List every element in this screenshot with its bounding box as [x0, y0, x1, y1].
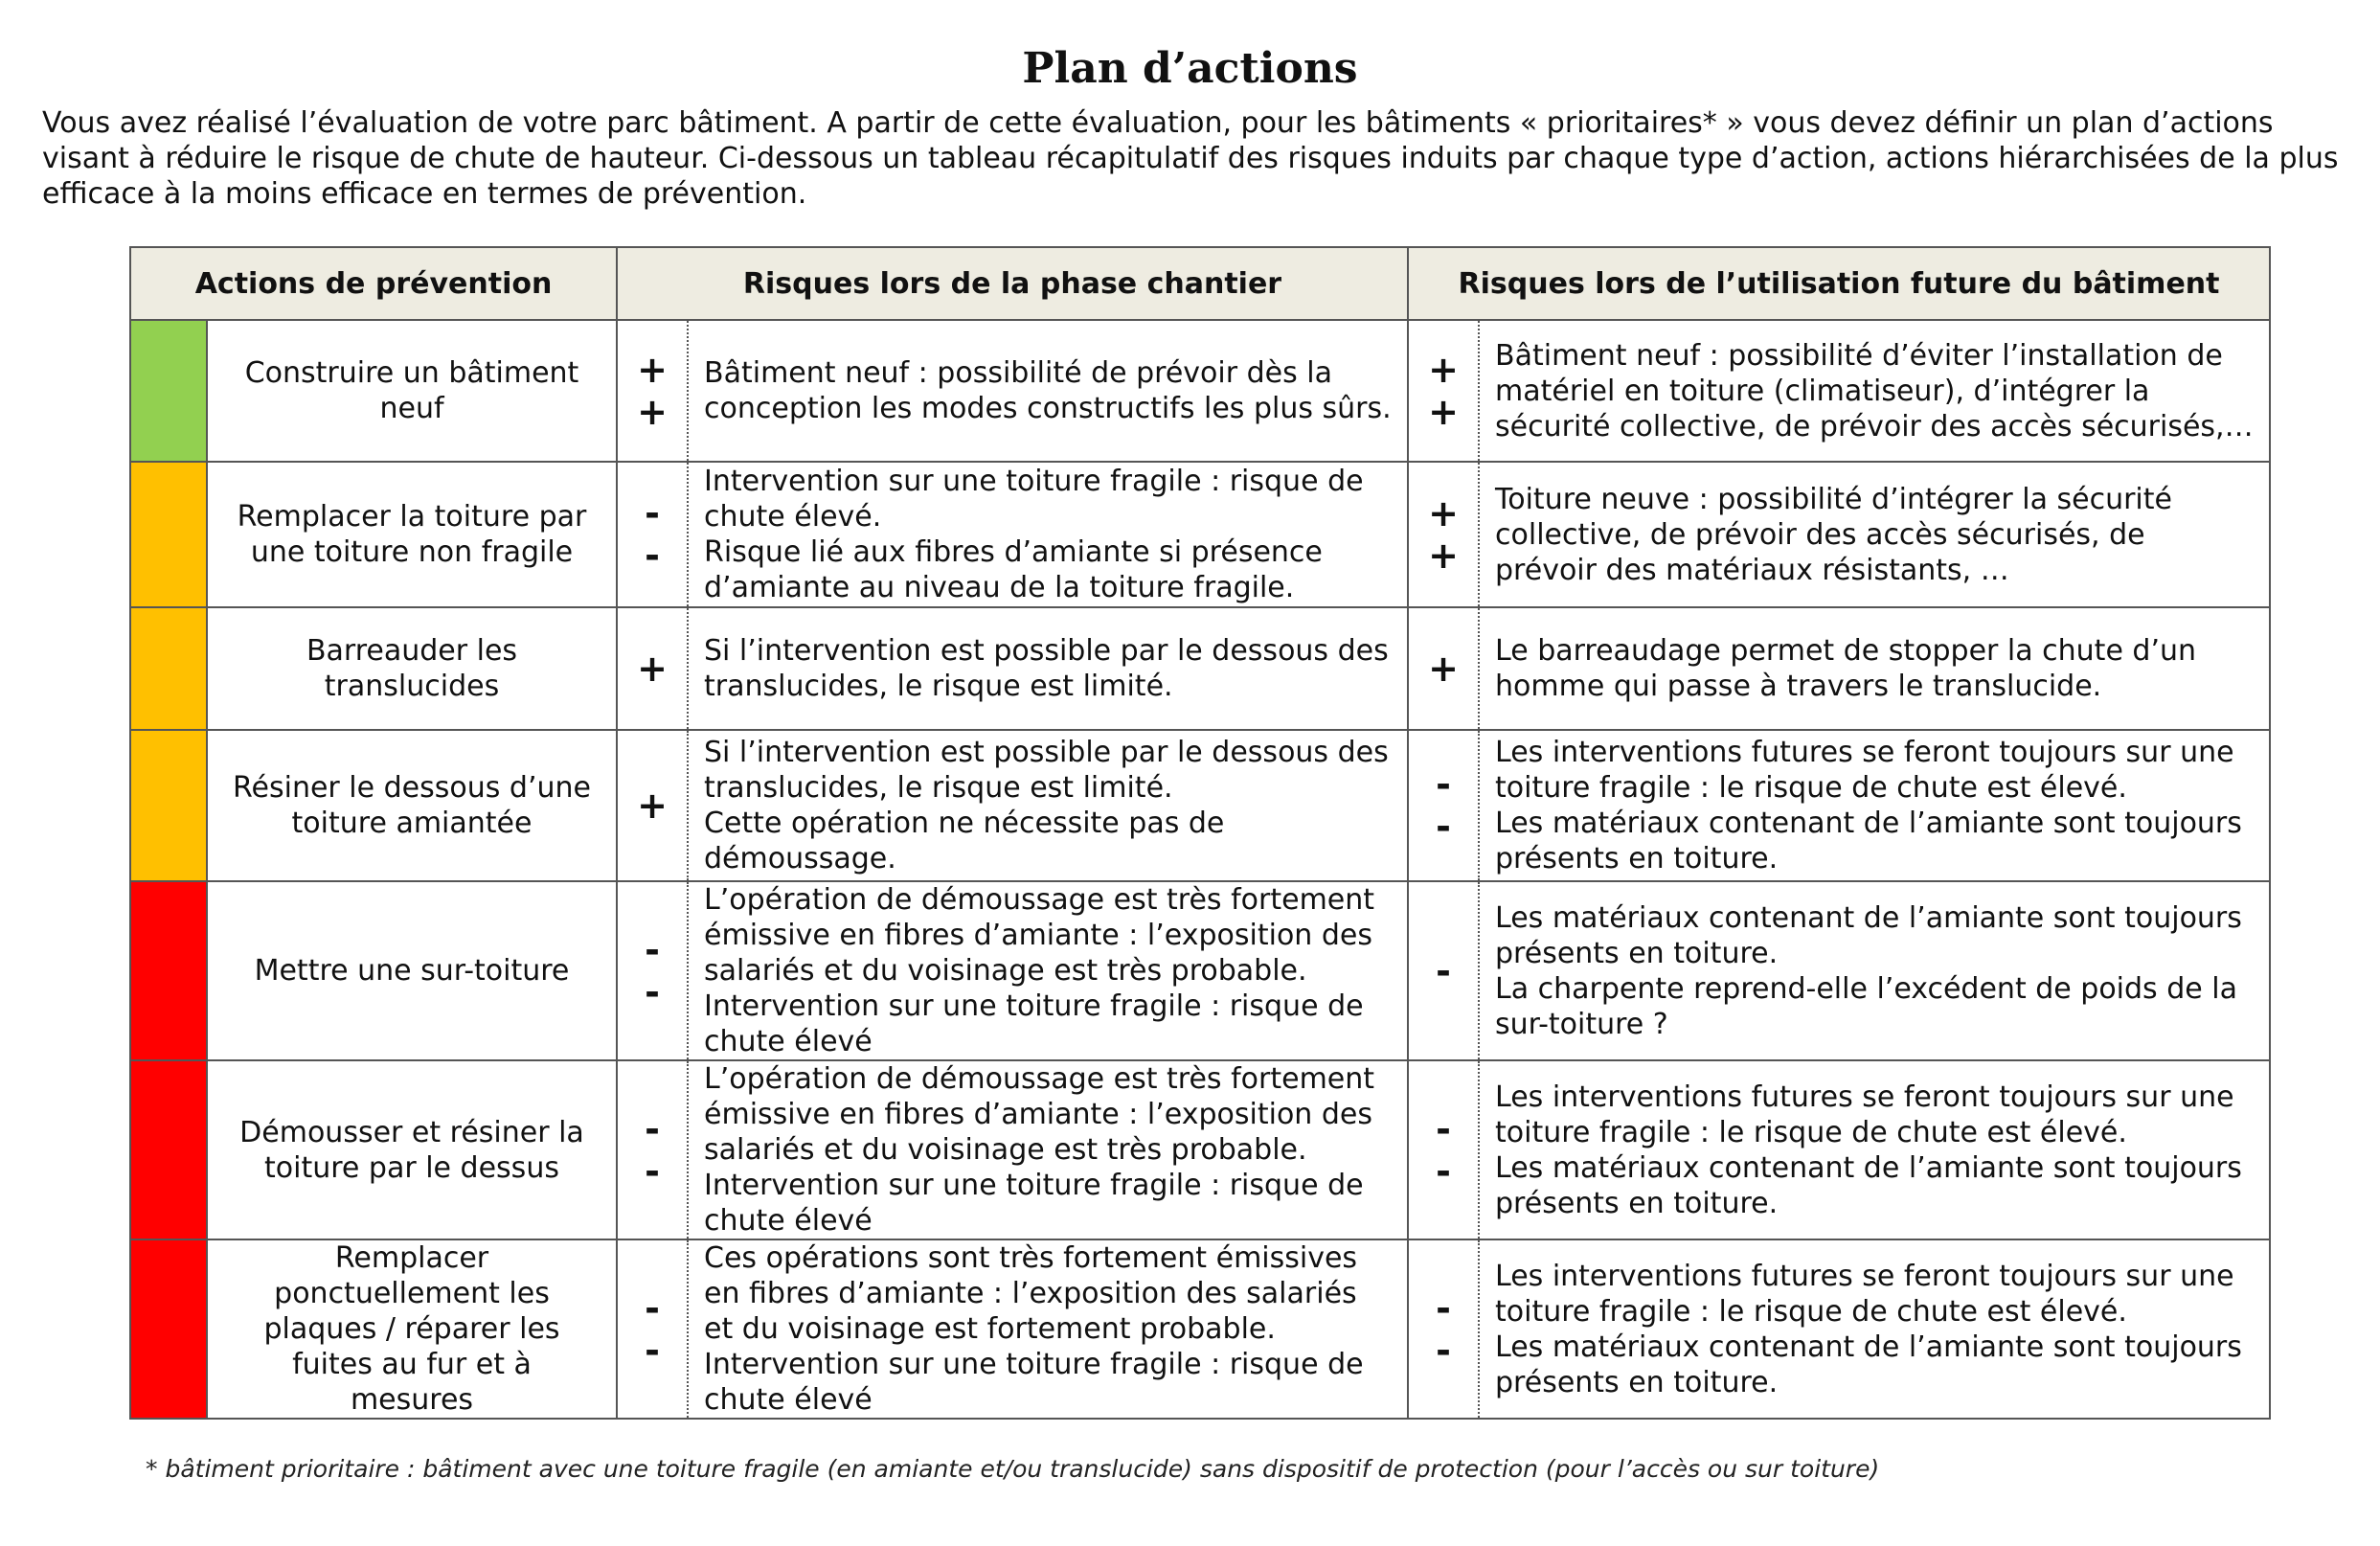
chantier-risk-sentence: L’opération de démoussage est très fortement émissive en fibres d’amiante : l’exposition des salariés et du voisinage est très probable. — [704, 883, 1375, 988]
utilisation-risk-text — [1479, 462, 2270, 607]
action-label: Démousser et résiner la toiture par le dessus — [207, 1060, 617, 1239]
chantier-sign-cell — [617, 1060, 688, 1239]
utilisation-sign-cell — [1408, 607, 1479, 730]
table-header-row — [130, 247, 2270, 320]
priority-color-swatch — [130, 730, 207, 881]
header-utilisation: Risques lors de l’utilisation future du bâtiment — [1408, 247, 2270, 320]
chantier-risk-text — [688, 462, 1408, 607]
chantier-risk-sign: + — [637, 349, 668, 391]
utilisation-risk-sign: + — [1428, 492, 1459, 534]
chantier-risk-text — [688, 730, 1408, 881]
chantier-risk-text — [688, 881, 1408, 1060]
utilisation-risk-text — [1479, 607, 2270, 730]
utilisation-risk-sentence: Les matériaux contenant de l’amiante sont toujours présents en toiture. — [1495, 1150, 2242, 1220]
chantier-risk-sign: - — [645, 1107, 660, 1150]
chantier-risk-text — [688, 607, 1408, 730]
chantier-risk-sign: + — [637, 391, 668, 433]
priority-color-swatch — [130, 881, 207, 1060]
utilisation-risk-sentence: La charpente reprend-elle l’excédent de poids de la sur-toiture ? — [1495, 971, 2237, 1041]
chantier-risk-sentence: Intervention sur une toiture fragile : risque de chute élevé. — [704, 465, 1364, 534]
chantier-sign-cell — [617, 1239, 688, 1419]
utilisation-risk-sentence: Bâtiment neuf : possibilité d’éviter l’installation de matériel en toiture (climatiseur), d’intégrer la sécurité collective, de prévoir des accès sécurisés,… — [1495, 338, 2254, 443]
chantier-risk-sentence: Si l’intervention est possible par le dessous des translucides, le risque est limité. — [704, 634, 1389, 703]
utilisation-risk-sentence: Les interventions futures se feront toujours sur une toiture fragile : le risque de chute est élevé. — [1495, 1080, 2234, 1149]
utilisation-risk-text — [1479, 1239, 2270, 1419]
header-actions: Actions de prévention — [130, 247, 617, 320]
utilisation-risk-sign: + — [1428, 534, 1459, 577]
priority-color-swatch — [130, 1239, 207, 1419]
chantier-risk-sign: - — [645, 928, 660, 971]
table-row — [130, 730, 2270, 881]
table-row — [130, 607, 2270, 730]
chantier-risk-sentence: Si l’intervention est possible par le dessous des translucides, le risque est limité. — [704, 736, 1389, 805]
table-row — [130, 881, 2270, 1060]
priority-color-swatch — [130, 462, 207, 607]
utilisation-risk-sign: - — [1436, 806, 1451, 848]
chantier-risk-text — [688, 1060, 1408, 1239]
chantier-risk-sentence: L’opération de démoussage est très fortement émissive en fibres d’amiante : l’exposition des salariés et du voisinage est très probable. — [704, 1062, 1375, 1167]
chantier-risk-sign: + — [637, 648, 668, 690]
utilisation-risk-sign: - — [1436, 949, 1451, 992]
chantier-risk-sentence: Bâtiment neuf : possibilité de prévoir dès la conception les modes constructifs les plus sûrs. — [704, 356, 1392, 425]
utilisation-risk-sign: - — [1436, 1329, 1451, 1372]
utilisation-sign-cell — [1408, 730, 1479, 881]
intro-paragraph: Vous avez réalisé l’évaluation de votre parc bâtiment. A partir de cette évaluation, pour les bâtiments « prioritaires* » vous devez définir un plan d’actions visant à réduire le risque de chute de hauteur. Ci-dessous un tableau récapitulatif des risques induits par chaque type d’action, actions hiérarchisées de la plus efficace à la moins efficace en termes de prévention. — [42, 106, 2339, 211]
utilisation-sign-cell — [1408, 881, 1479, 1060]
chantier-risk-sign: - — [645, 492, 660, 534]
table-row — [130, 462, 2270, 607]
header-chantier: Risques lors de la phase chantier — [617, 247, 1408, 320]
chantier-sign-cell — [617, 607, 688, 730]
utilisation-risk-sentence: Les matériaux contenant de l’amiante sont toujours présents en toiture. — [1495, 900, 2242, 970]
action-label: Remplacer ponctuellement les plaques / réparer les fuites au fur et à mesures — [207, 1239, 617, 1419]
chantier-sign-cell — [617, 462, 688, 607]
action-label: Mettre une sur-toiture — [207, 881, 617, 1060]
utilisation-risk-sign: - — [1436, 1286, 1451, 1330]
utilisation-risk-text — [1479, 1060, 2270, 1239]
utilisation-risk-text — [1479, 881, 2270, 1060]
utilisation-risk-sentence: Le barreaudage permet de stopper la chute d’un homme qui passe à travers le translucide. — [1495, 634, 2197, 703]
table-row — [130, 1239, 2270, 1419]
actions-table — [129, 246, 2271, 1420]
utilisation-risk-sign: - — [1436, 1149, 1451, 1193]
action-label: Barreauder les translucides — [207, 607, 617, 730]
priority-color-swatch — [130, 1060, 207, 1239]
utilisation-risk-sign: - — [1436, 1107, 1451, 1150]
utilisation-risk-text — [1479, 320, 2270, 462]
chantier-risk-sentence: Intervention sur une toiture fragile : risque de chute élevé — [704, 1169, 1364, 1238]
utilisation-risk-sign: - — [1436, 763, 1451, 806]
chantier-risk-text — [688, 1239, 1408, 1419]
chantier-risk-sign: + — [637, 784, 668, 827]
chantier-risk-sentence: Intervention sur une toiture fragile : risque de chute élevé — [704, 989, 1364, 1058]
page-title: Plan d’actions — [1022, 44, 1358, 93]
chantier-risk-sentence: Risque lié aux fibres d’amiante si présence d’amiante au niveau de la toiture fragile. — [704, 535, 1323, 604]
priority-color-swatch — [130, 607, 207, 730]
utilisation-risk-sentence: Les interventions futures se feront toujours sur une toiture fragile : le risque de chute est élevé. — [1495, 736, 2234, 805]
chantier-sign-cell — [617, 881, 688, 1060]
action-label: Résiner le dessous d’une toiture amiantée — [207, 730, 617, 881]
utilisation-sign-cell — [1408, 320, 1479, 462]
chantier-sign-cell — [617, 320, 688, 462]
utilisation-sign-cell — [1408, 1239, 1479, 1419]
utilisation-risk-text — [1479, 730, 2270, 881]
utilisation-risk-sentence: Toiture neuve : possibilité d’intégrer la sécurité collective, de prévoir des accès sécurisés, de prévoir des matériaux résistants, … — [1495, 482, 2172, 587]
utilisation-risk-sentence: Les matériaux contenant de l’amiante sont toujours présents en toiture. — [1495, 1330, 2242, 1399]
utilisation-risk-sentence: Les matériaux contenant de l’amiante sont toujours présents en toiture. — [1495, 807, 2242, 875]
chantier-risk-sign: - — [645, 1329, 660, 1372]
chantier-risk-sign: - — [645, 534, 660, 577]
utilisation-sign-cell — [1408, 1060, 1479, 1239]
utilisation-sign-cell — [1408, 462, 1479, 607]
chantier-risk-sentence: Ces opérations sont très fortement émissives en fibres d’amiante : l’exposition des salariés et du voisinage est fortement probable. — [704, 1241, 1358, 1346]
priority-color-swatch — [130, 320, 207, 462]
chantier-risk-text — [688, 320, 1408, 462]
chantier-risk-sentence: Intervention sur une toiture fragile : risque de chute élevé — [704, 1348, 1364, 1417]
utilisation-risk-sign: + — [1428, 648, 1459, 690]
chantier-risk-sign: - — [645, 1286, 660, 1330]
utilisation-risk-sign: + — [1428, 349, 1459, 391]
action-label: Remplacer la toiture par une toiture non fragile — [207, 462, 617, 607]
chantier-risk-sign: - — [645, 1149, 660, 1193]
chantier-risk-sentence: Cette opération ne nécessite pas de démoussage. — [704, 807, 1225, 875]
chantier-sign-cell — [617, 730, 688, 881]
footnote: * bâtiment prioritaire : bâtiment avec une toiture fragile (en amiante et/ou translucide) sans dispositif de protection (pour l’accès ou sur toiture) — [146, 1455, 1880, 1483]
table-row — [130, 1060, 2270, 1239]
table-row — [130, 320, 2270, 462]
chantier-risk-sign: - — [645, 970, 660, 1013]
utilisation-risk-sentence: Les interventions futures se feront toujours sur une toiture fragile : le risque de chute est élevé. — [1495, 1259, 2234, 1329]
utilisation-risk-sign: + — [1428, 391, 1459, 433]
action-label: Construire un bâtiment neuf — [207, 320, 617, 462]
